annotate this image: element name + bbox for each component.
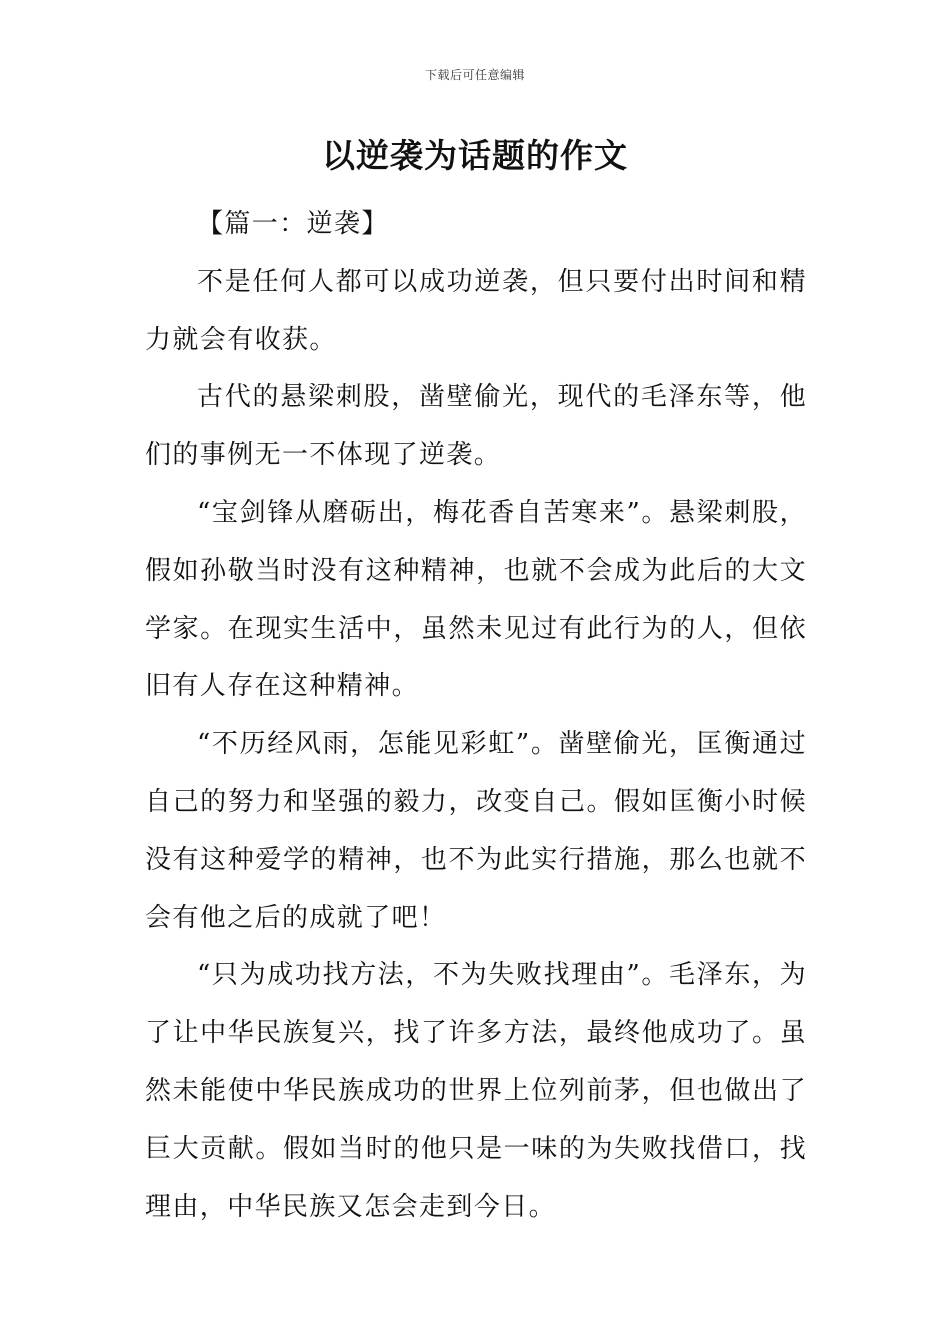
paragraph-5: “只为成功找方法，不为失败找理由”。毛泽东，为了让中华民族复兴，找了许多方法，最终他成功了。虽然未能使中华民族成功的世界上位列前茅，但也做出了巨大贡献。假如当时的他只是一味的为失败找借口，找理由，中华民族又怎会走到今日。 bbox=[145, 960, 807, 1222]
paragraph-3: “宝剑锋从磨砺出，梅花香自苦寒来”。悬梁刺股，假如孙敬当时没有这种精神，也就不会成为此后的大文学家。在现实生活中，虽然未见过有此行为的人，但依旧有人存在这种精神。 bbox=[145, 497, 807, 702]
document-title: 以逆袭为话题的作文 bbox=[322, 136, 628, 175]
paragraph-4: “不历经风雨，怎能见彩虹”。凿壁偷光，匡衡通过自己的努力和坚强的毅力，改变自己。假如匡衡小时候没有这种爱学的精神，也不为此实行措施，那么也就不会有他之后的成就了吧！ bbox=[145, 729, 807, 933]
paragraph-1: 不是任何人都可以成功逆袭，但只要付出时间和精力就会有收获。 bbox=[145, 266, 807, 355]
header-note: 下载后可任意编辑 bbox=[424, 68, 525, 82]
section-heading: 【篇一：逆袭】 bbox=[197, 209, 389, 239]
document-body bbox=[145, 196, 807, 1236]
paragraph-2: 古代的悬梁刺股，凿壁偷光，现代的毛泽东等，他们的事例无一不体现了逆袭。 bbox=[145, 382, 807, 471]
